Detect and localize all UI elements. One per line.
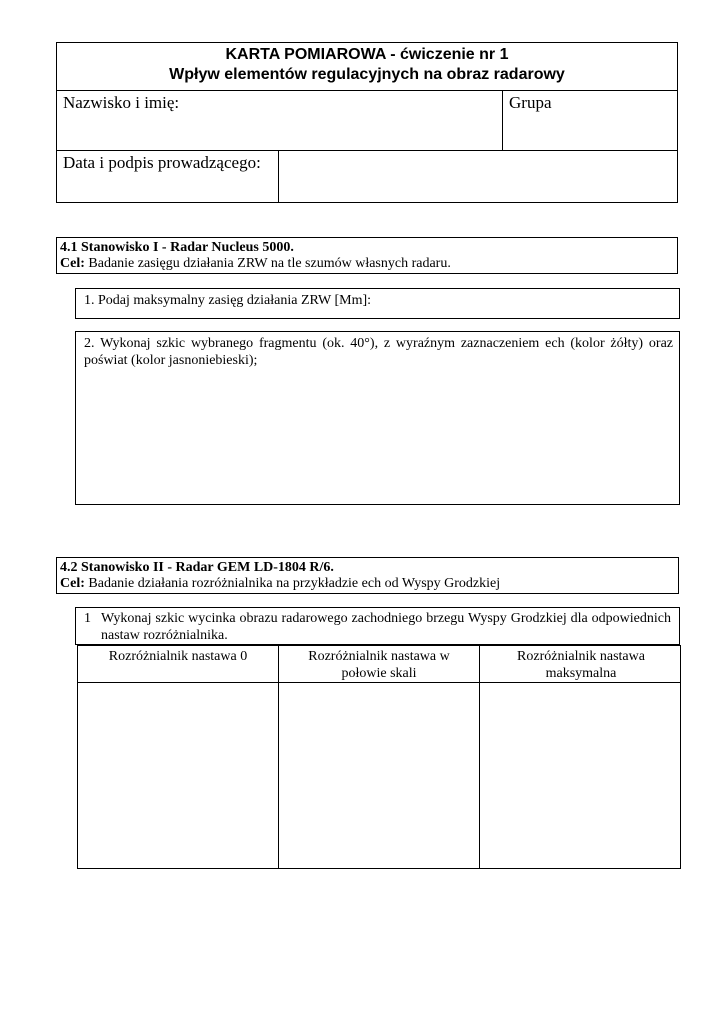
- section2-header: [56, 557, 679, 594]
- item2-text: 2. Wykonaj szkic wybranego fragmentu (ok. 40°), z wyraźnym zaznaczeniem ech (kolor żółty) oraz poświat (kolor jasnoniebieski);: [84, 336, 673, 368]
- section1-header: [56, 237, 678, 274]
- section1-item1: [75, 288, 680, 319]
- goal-text: Badanie zasięgu działania ZRW na tle szumów własnych radaru.: [84, 256, 451, 271]
- item1-text: 1. Podaj maksymalny zasięg działania ZRW [Mm]:: [84, 293, 372, 308]
- date-sign-label: Data i podpis prowadzącego:: [63, 153, 261, 172]
- item1-number: 1: [84, 611, 91, 626]
- table-header-setting-half: Rozróżnialnik nastawa w połowie skali: [308, 649, 450, 681]
- section1-heading: 4.1 Stanowisko I - Radar Nucleus 5000.: [60, 240, 294, 255]
- divider: [502, 90, 503, 150]
- header-box: [56, 42, 678, 203]
- section2-item1: [75, 607, 680, 645]
- item1-text: Wykonaj szkic wycinka obrazu radarowego zachodniego brzegu Wyspy Grodzkiej dla odpowiednich nastaw rozróżnialnika.: [101, 611, 671, 643]
- goal-label: Cel:: [60, 576, 85, 591]
- name-label: Nazwisko i imię:: [63, 93, 180, 112]
- divider: [57, 150, 677, 151]
- divider: [278, 150, 279, 202]
- section2-heading: 4.2 Stanowisko II - Radar GEM LD-1804 R/6.: [60, 560, 334, 575]
- table-header-setting-0: Rozróżnialnik nastawa 0: [108, 649, 248, 664]
- goal-text: Badanie działania rozróżnialnika na przykładzie ech od Wyspy Grodzkiej: [84, 576, 501, 591]
- form-title: KARTA POMIAROWA - ćwiczenie nr 1: [225, 46, 509, 63]
- table-header-setting-max: Rozróżnialnik nastawa maksymalna: [517, 649, 645, 681]
- section1-item2: [75, 331, 680, 505]
- group-label: Grupa: [509, 93, 552, 112]
- form-subtitle: Wpływ elementów regulacyjnych na obraz radarowy: [169, 66, 565, 83]
- section2-goal: [60, 576, 678, 592]
- section1-goal: [60, 256, 677, 272]
- divider: [57, 90, 677, 91]
- sketch-cell-setting-0[interactable]: [78, 683, 278, 868]
- settings-table: [77, 645, 681, 869]
- sketch-cell-setting-max[interactable]: [480, 683, 680, 868]
- goal-label: Cel:: [60, 256, 85, 271]
- sketch-cell-setting-half[interactable]: [279, 683, 479, 868]
